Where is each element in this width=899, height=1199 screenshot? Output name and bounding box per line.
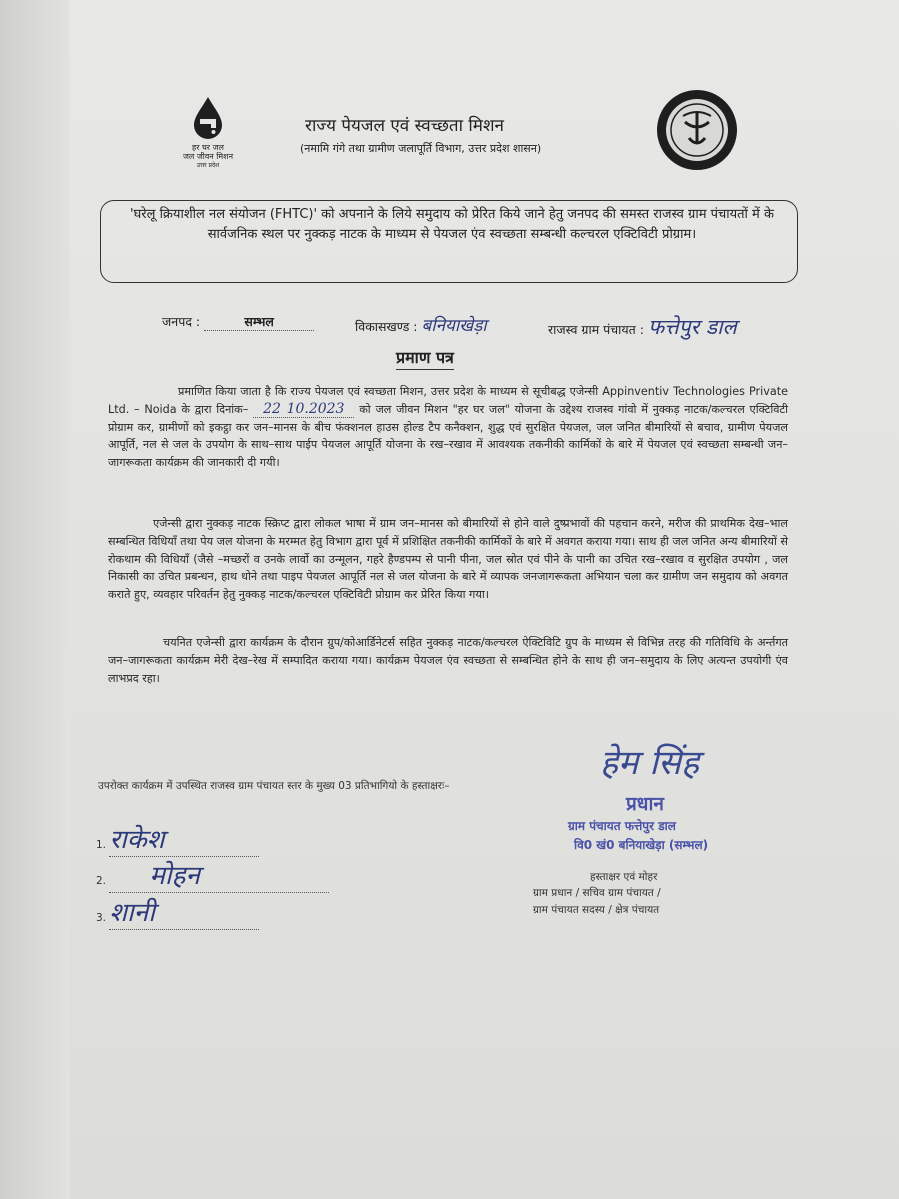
seal-emblem-icon [655, 88, 739, 172]
logo-line-1: हर घर जल [192, 143, 224, 152]
janpad-value: सम्भल [204, 313, 314, 331]
janpad-field [162, 313, 314, 331]
vikaskhand-field [355, 313, 487, 336]
janpad-label: जनपद : [162, 314, 201, 329]
mission-title: राज्य पेयजल एवं स्वच्छता मिशन [305, 116, 504, 136]
signatory-label-1: हस्ताक्षर एवं मोहर [590, 871, 658, 883]
logo-line-3: उत्तर प्रदेश [196, 162, 220, 169]
participant-signature: शानी [109, 893, 259, 930]
programme-description-box: 'घरेलू क्रियाशील नल संयोजन (FHTC)' को अपनाने के लिये समुदाय को प्रेरित किये जाने हेतु जनपद की समस्त राजस्व ग्राम पंचायतों में के सार्वजनिक स्थल पर नुक्कड़ नाटक के माध्यम से पेयजल एंव स्वच्छता सम्बन्धी कल्चरल एक्टिविटी प्रोग्राम। [100, 200, 798, 283]
participant-number: 2. [96, 875, 107, 887]
participant-number: 3. [96, 912, 107, 924]
paragraph-3-text: चयनित एजेन्सी द्वारा कार्यक्रम के दौरान ग्रुप/कोआर्डिनेटर्स सहित नुक्कड़ नाटक/कल्चरल ऐक्टिविटि ग्रुप के माध्यम से विभिन्न तरह की गतिविधि के अर्न्तगत जन–जागरूकता कार्यक्रम मेरी देख–रेख में सम्पादित कराया गया। कार्यक्रम पेयजल एंव स्वच्छता से सम्बन्धित होने के साथ ही जन–समुदाय के लिए अत्यन्त उपयोगी एंव लाभप्रद रहा। [108, 636, 788, 685]
gram-panchayat-label: राजस्व ग्राम पंचायत : [548, 322, 644, 337]
paragraph-1-end: को जल जीवन मिशन "हर घर जल" योजना के उद्देश्य राजस्व गांवो में नुक्कड़ नाटक/कल्चरल एक्टिविटी प्रोग्राम कर, ग्रामीणों को इकट्ठा कर जन–मानस के बीच फंक्शनल हाउस होल्ड टैप कनैक्शन, शुद्ध एवं सुरक्षित पेयजल, जल जनित बीमारियों से बचाव, ग्रामीण पेयजल आपूर्ति, नल से जल के उपयोग के साथ–साथ पाईप पेयजल आपूर्ति योजना के रख–रखाव में आवश्यक तकनीकी कार्मिकों के बारे में पेयजल एवं स्वच्छता सम्बन्धी जन–जागरूकता कार्यक्रम की जानकारी दी गयी। [108, 402, 789, 470]
participant-3 [96, 893, 259, 930]
paragraph-3 [108, 634, 788, 687]
gram-panchayat-value: फत्तेपुर डाल [647, 315, 737, 339]
participant-signature: राकेश [109, 820, 259, 857]
signatory-label-3: ग्राम पंचायत सदस्य / क्षेत्र पंचायत [533, 904, 660, 916]
up-government-seal [655, 88, 739, 172]
participant-1 [96, 820, 259, 857]
mission-subtitle: (नमामि गंगे तथा ग्रामीण जलापूर्ति विभाग, उत्तर प्रदेश शासन) [300, 142, 542, 155]
logo-line-2: जल जीवन मिशन [182, 152, 234, 161]
participant-2 [96, 856, 329, 893]
water-drop-icon [191, 95, 225, 139]
vikaskhand-label: विकासखण्ड : [355, 319, 418, 334]
paragraph-2 [108, 515, 788, 604]
participants-intro: उपरोक्त कार्यक्रम में उपस्थित राजस्व ग्राम पंचायत स्तर के मुख्य 03 प्रतिभागियो के हस्ताक्षरः– [98, 780, 450, 792]
paragraph-2-text: एजेन्सी द्वारा नुक्कड़ नाटक स्क्रिप्ट द्वारा लोकल भाषा में ग्राम जन–मानस को बीमारियों से होने वाले दुष्प्रभावों की पहचान करने, मरीज की प्राथमिक देख–भाल सम्बन्धित विधियाँ तथा पेय जल योजना के मरम्मत हेतु विभाग द्वारा पूर्व में प्रशिक्षित तकनीकी कार्मिकों के बारे में अवगत कराया गया। साथ ही जल जनित अन्य बीमारियों से रोकथाम की विधियाँ (जैसे –मच्छरों व उनके लार्वो का उन्मूलन, गहरे हैण्डपम्प से पानी पीना, जल स्रोत एवं पीने के पानी का उचित रख–रखाव व सुरक्षित उपयोग , जल निकासी का उचित प्रबन्धन, हाथ धोने तथा पाइप पेयजल आपूर्ति नल से जल योजना के बारे में व्यापक जनजागरूकता अभियान चला कर ग्रामीण जन समुदाय को अवगत कराते हुए, व्यवहार परिवर्तन हेतु नुक्कड़ नाटक/कल्चरल एक्टिविटी प्रोग्राम कर प्रेरित किया गया। [108, 517, 788, 602]
programme-date: 22 10.2023 [253, 401, 354, 418]
paragraph-1 [108, 383, 788, 472]
paragraph-1-start: प्रमाणित किया जाता है कि राज्य पेयजल एवं स्वच्छता मिशन, उत्तर प्रदेश के माध्यम से सूचीबद्ध एजेन्सी Appinventiv Technologies Private Ltd. – Noida के द्वारा दिनांक– [108, 385, 788, 416]
gram-panchayat-field [548, 313, 737, 341]
page-shadow [0, 0, 70, 1199]
certificate-heading: प्रमाण पत्र [396, 346, 454, 370]
stamp-line-2: वि0 खं0 बनियाखेड़ा (सम्भल) [574, 838, 709, 852]
vikaskhand-value: बनियाखेड़ा [421, 316, 487, 336]
participant-number: 1. [96, 839, 107, 851]
stamp-title: प्रधान [626, 793, 664, 815]
stamp-line-1: ग्राम पंचायत फत्तेपुर डाल [568, 819, 676, 833]
participant-signature: मोहन [109, 856, 329, 893]
pradhan-signature: हेम सिंह [600, 743, 700, 783]
har-ghar-jal-logo [180, 95, 236, 170]
signatory-label-2: ग्राम प्रधान / सचिव ग्राम पंचायत / [533, 887, 661, 899]
